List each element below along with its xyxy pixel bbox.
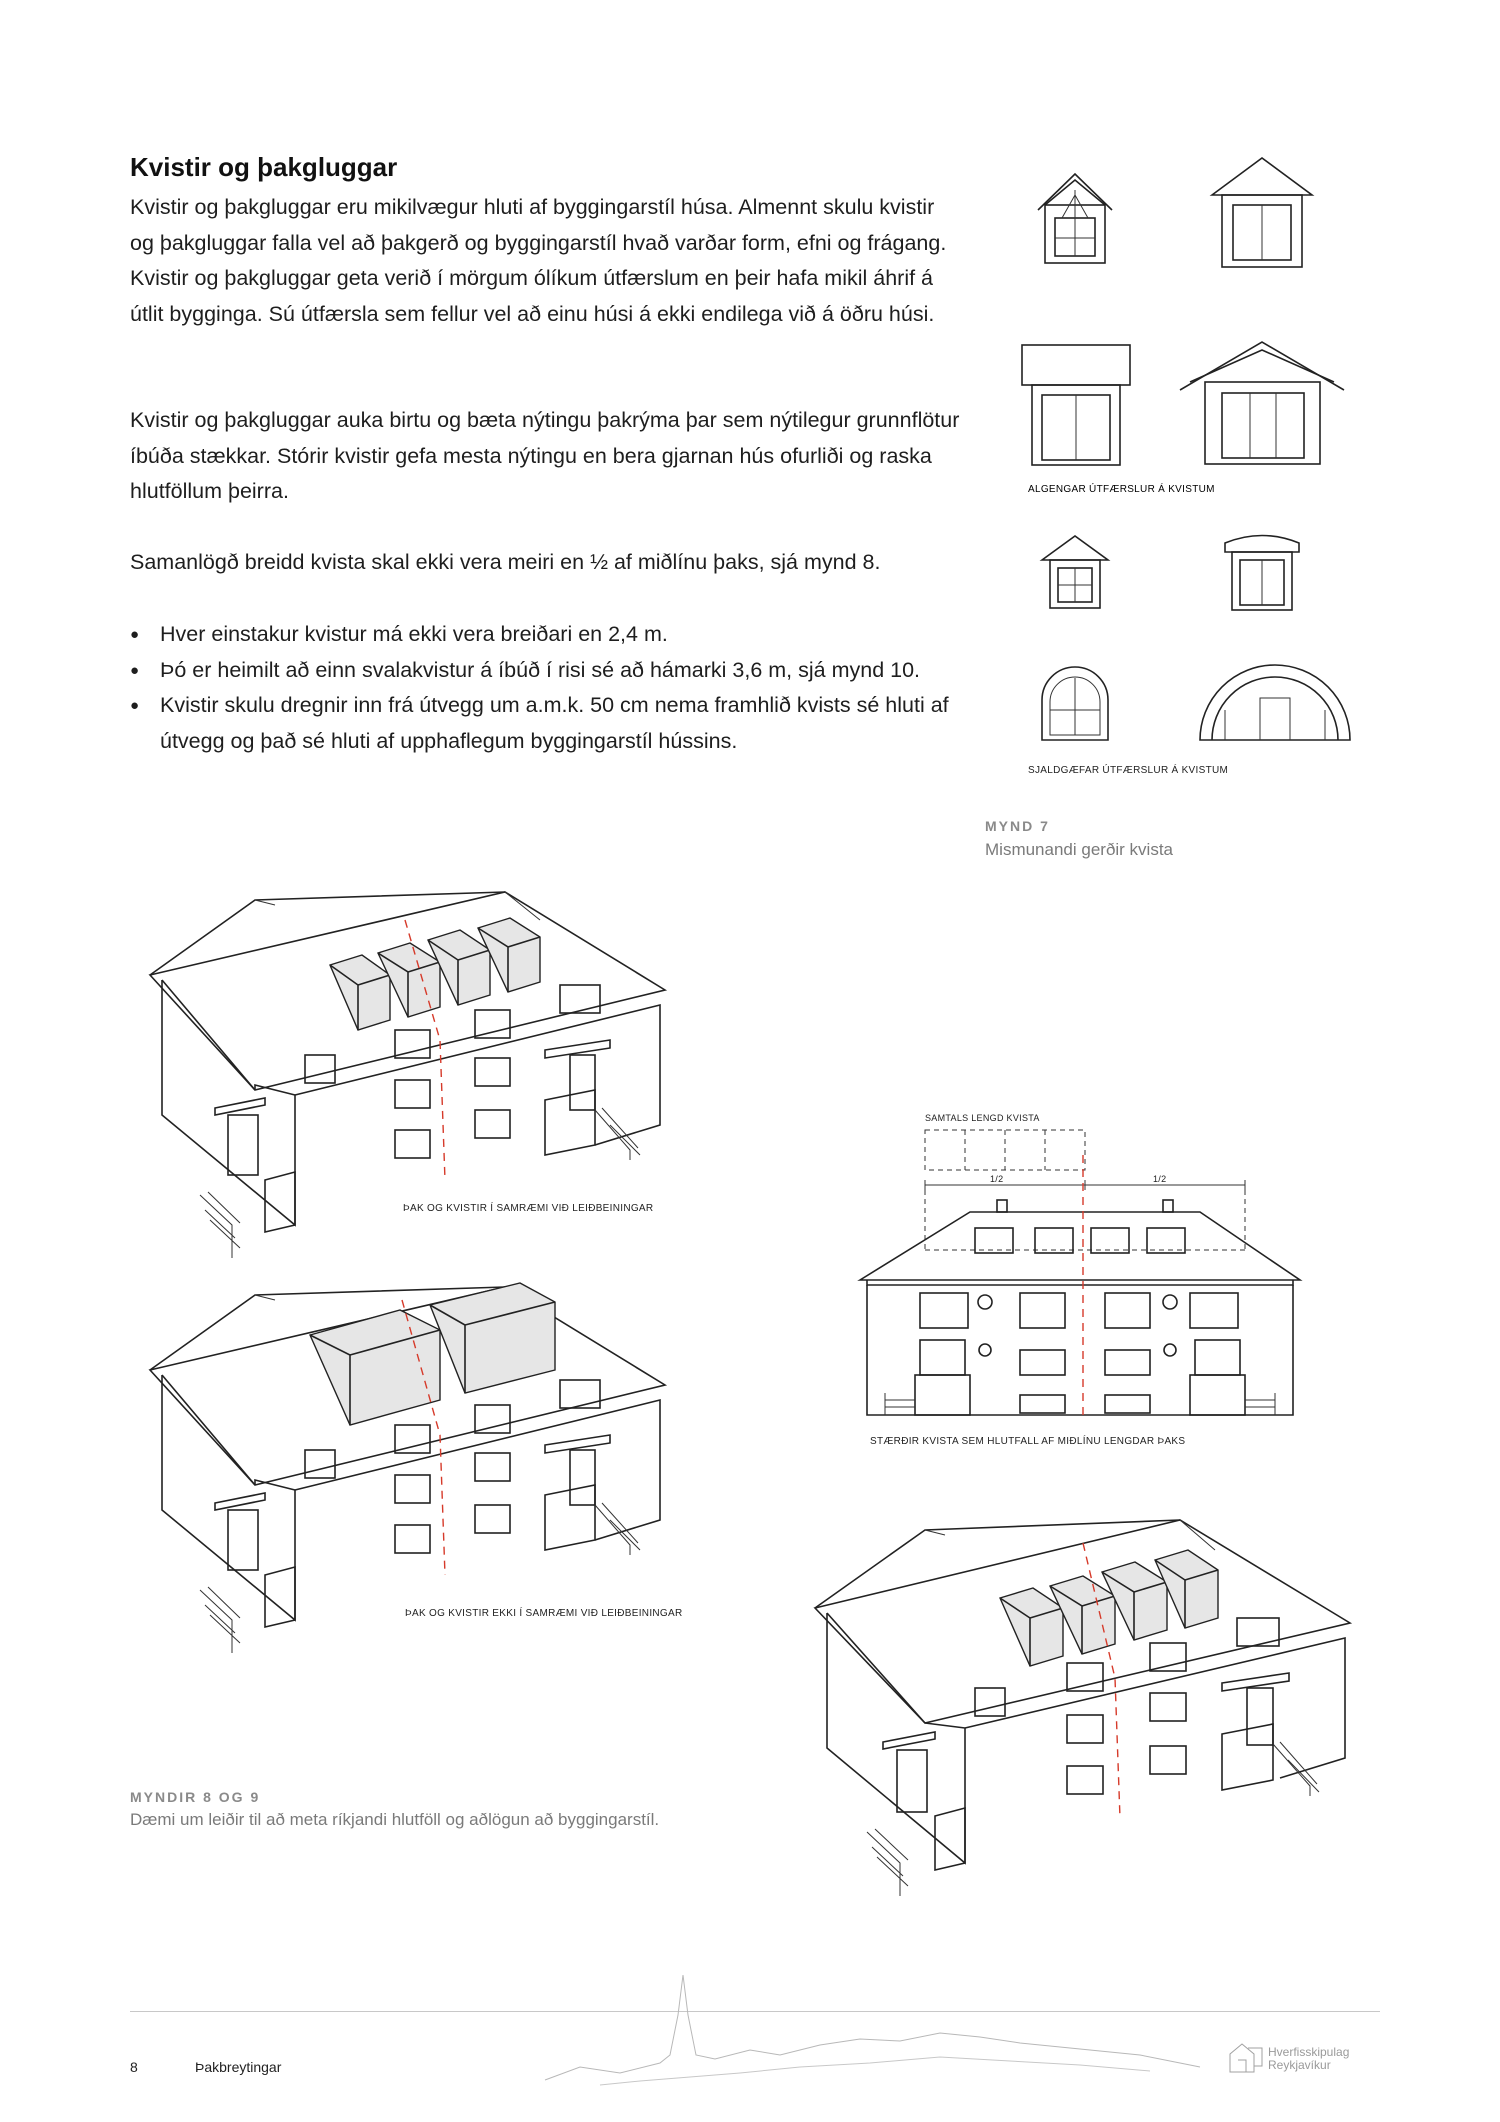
elevation-title: SAMTALS LENGD KVISTA	[925, 1113, 1040, 1123]
dormer-barrel	[1200, 665, 1350, 740]
house-noncompliant-drawing	[140, 1275, 700, 1655]
caption-rare-dormers: SJALDGÆFAR ÚTFÆRSLUR Á KVISTUM	[1028, 765, 1229, 776]
large-dormers	[310, 1283, 555, 1425]
dormer-flat	[1022, 345, 1130, 465]
dormer-curved	[1225, 536, 1299, 611]
dormer-hipped-small	[1042, 536, 1108, 608]
elevation-drawing	[855, 1125, 1305, 1425]
skyline-illustration	[540, 1955, 1200, 2090]
half-right-label: 1/2	[1153, 1174, 1167, 1184]
rules-list	[130, 617, 960, 759]
paragraph-1: Kvistir og þakgluggar eru mikilvægur hluti af byggingarstíl húsa. Almennt skulu kvistir og þakgluggar falla vel að þakgerð og byggingarstíl hvað varðar form, efni og frágang. Kvistir og þakgluggar geta verið í mörgum ólíkum útfærslum en þeir hafa mikil áhrif á útlit bygginga. Sú útfærsla sem fellur vel að einu húsi á ekki endilega við á öðru húsi.	[130, 195, 947, 326]
caption-common-dormers: ALGENGAR ÚTFÆRSLUR Á KVISTUM	[1028, 484, 1215, 495]
half-left-label: 1/2	[990, 1174, 1004, 1184]
dormer-row	[330, 918, 540, 1030]
dormer-gable-small	[1038, 174, 1112, 263]
elevation-caption: STÆRÐIR KVISTA SEM HLUTFALL AF MIÐLÍNU LENGDAR ÞAKS	[870, 1436, 1186, 1447]
list-item: ● Kvistir skulu dregnir inn frá útvegg um a.m.k. 50 cm nema framhlið kvists sé hluti af útvegg og það sé hluti af upphaflegum byggingarstíl hússins.	[130, 688, 960, 759]
house-dormers-drawing	[805, 1508, 1385, 1898]
list-item: ● Þó er heimilt að einn svalakvistur á íbúð í risi sé að hámarki 3,6 m, sjá mynd 10.	[130, 653, 960, 689]
dormer-hipped	[1212, 158, 1312, 267]
page-title: Kvistir og þakgluggar	[130, 152, 398, 182]
section-name: Þakbreytingar	[195, 2059, 282, 2075]
dormer-types-figure	[1000, 150, 1380, 750]
caption-noncompliant: ÞAK OG KVISTIR EKKI Í SAMRÆMI VIÐ LEIÐBEININGAR	[405, 1608, 683, 1619]
logo-text-line1: Hverfisskipulag	[1268, 2045, 1350, 2059]
figures-8-9-label: MYNDIR 8 OG 9	[130, 1789, 261, 1805]
paragraph-2: Kvistir og þakgluggar auka birtu og bæta nýtingu þakrýma þar sem nýtilegur grunnflötur íbúða stækkar. Stórir kvistir gefa mesta nýtingu en bera gjarnan hús ofurliði og raska hlutföllum þeirra.	[130, 408, 960, 503]
paragraph-3: Samanlögð breidd kvista skal ekki vera meiri en ½ af miðlínu þaks, sjá mynd 8.	[130, 550, 881, 574]
list-item: ● Hver einstakur kvistur má ekki vera breiðari en 2,4 m.	[130, 617, 960, 653]
dormer-gable-wide	[1180, 342, 1344, 464]
page-number: 8	[130, 2059, 138, 2075]
figure-7-description: Mismunandi gerðir kvista	[985, 840, 1174, 859]
figures-8-9-description: Dæmi um leiðir til að meta ríkjandi hlutföll og aðlögun að byggingarstíl.	[130, 1810, 660, 1829]
logo-text-line2: Reykjavíkur	[1268, 2058, 1331, 2072]
dormer-round	[1042, 667, 1108, 740]
caption-compliant: ÞAK OG KVISTIR Í SAMRÆMI VIÐ LEIÐBEININGAR	[403, 1203, 654, 1214]
figure-7-label: MYND 7	[985, 818, 1050, 834]
hverfisskipulag-logo-icon	[1228, 2040, 1264, 2076]
